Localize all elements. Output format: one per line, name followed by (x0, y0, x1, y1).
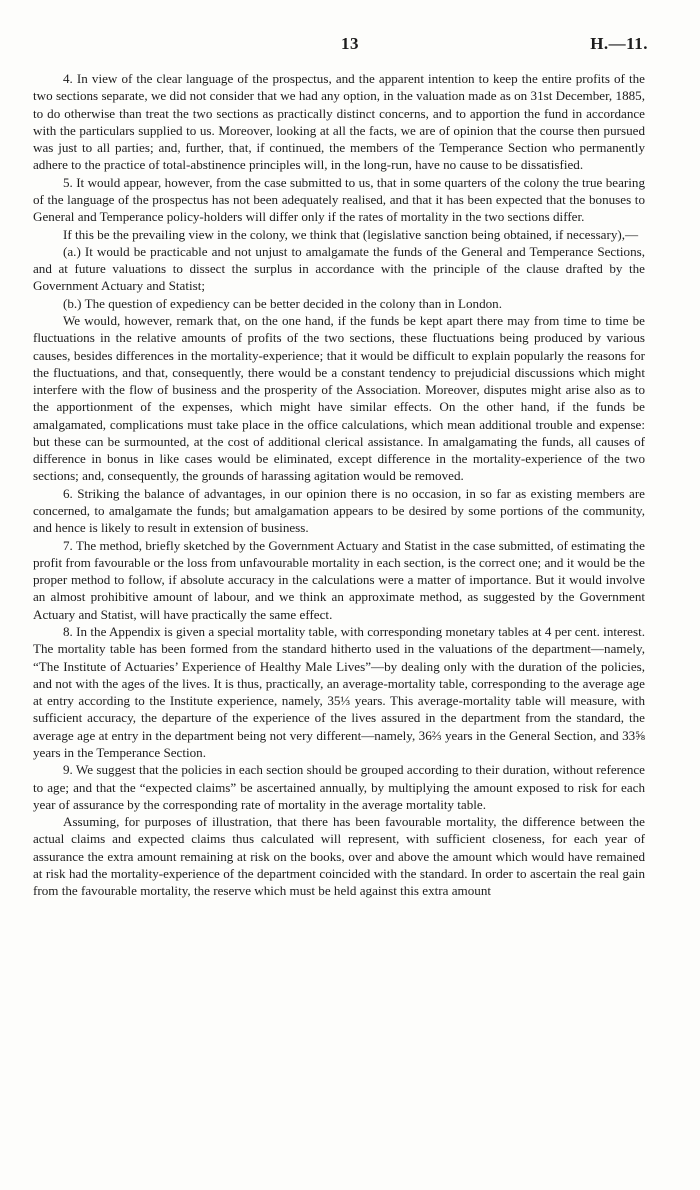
paragraph-8: 8. In the Appendix is given a special mortality table, with corresponding monetary tables at 4 per cent. interest. The mortality table has been formed from the standard hitherto used in the valuations of the department—namely, “The Institute of Actuaries’ Experience of Healthy Male Lives”—by dealing only with the duration of the policies, and not with the ages of the lives. It is thus, practically, an average-mortality table, corresponding to the average age at entry according to the Institute experience, namely, 35⅓ years. This average-mortality table will measure, with sufficient accuracy, the departure of the experience of the lives assured in the department from the standard, the average age at entry in the department being not very different—namely, 36⅔ years in the General Section, and 33⅝ years in the Temperance Section. (33, 624, 645, 760)
paragraph-remark: We would, however, remark that, on the one hand, if the funds be kept apart there may from time to time be fluctuations in the relative amounts of profits of the two sections, these fluctuations being produced by various causes, besides differences in the mortality-experience; that it would be difficult to explain popularly the reasons for the fluctuations, and that, consequently, there would be a constant tendency to prejudicial discussions which might interfere with the flow of business and the prosperity of the Association. Moreover, disputes might arise also as to the apportionment of the expenses, which might have similar effects. On the other hand, if the funds be amalgamated, complications must take place in the office calculations, which mean additional trouble and expense: but these can be surmounted, at the cost of additional clerical assistance. In amalgamating the funds, all causes of difference in bonus in like cases would be eliminated, except difference in the mortality-experience of the two sections; and, consequently, the grounds of harassing agitation would be removed. (33, 312, 645, 484)
paragraph-5: 5. It would appear, however, from the case submitted to us, that in some quarters of the colony the true bearing of the language of the prospectus has not been adequately realised, and that it has been expected that the bonuses to General and Temperance policy-holders will differ only if the rates of mortality in the two sections differ. (33, 174, 645, 225)
paragraph-item-a: (a.) It would be practicable and not unjust to amalgamate the funds of the General and Temperance Sections, and at future valuations to dissect the surplus in accordance with the principle of the clause drafted by the Government Actuary and Statist; (33, 243, 645, 294)
paragraph-6: 6. Striking the balance of advantages, in our opinion there is no occasion, in so far as existing members are concerned, to amalgamate the funds; but amalgamation appears to be desired by some portions of the community, and hence is likely to result in extension of business. (33, 485, 645, 536)
paragraph-assuming: Assuming, for purposes of illustration, that there has been favourable mortality, the difference between the actual claims and expected claims thus calculated will represent, with sufficient closeness, for each year of assurance the extra amount remaining at risk on the books, over and above the amount which would have remained at risk had the mortality-experience of the department coincided with the standard. In order to ascertain the real gain from the favourable mortality, the reserve which must be held against this extra amount (33, 814, 645, 899)
paragraph-prevailing-view: If this be the prevailing view in the colony, we think that (legislative sanction being obtained, if necessary),— (63, 226, 639, 242)
paragraph-4: 4. In view of the clear language of the prospectus, and the apparent intention to keep the entire profits of the two sections separate, we did not consider that we had any option, in the valuation made as on 31st December, 1885, to do otherwise than treat the two sections as practically distinct concerns, and to apportion the fund in accordance with the particulars supplied to us. Moreover, looking at all the facts, we are of opinion that the course then pursued was just to all parties; and, further, that, if continued, the members of the Temperance Section who permanently adhere to the practice of total-abstinence principles will, in the long-run, have no cause to be dissatisfied. (33, 71, 645, 173)
body-text (33, 70, 645, 900)
page-number: 13 (341, 34, 359, 53)
paragraph-7: 7. The method, briefly sketched by the Government Actuary and Statist in the case submitted, of estimating the profit from favourable or the loss from unfavourable mortality in each section, is the correct one; and it would be the proper method to follow, if absolute accuracy in the calculations were a matter of importance. But it would involve an almost prohibitive amount of labour, and we think an approximate method, as suggested by the Government Actuary and Statist, will have practically the same effect. (33, 537, 645, 622)
paragraph-9: 9. We suggest that the policies in each section should be grouped according to their duration, without reference to age; and that the “expected claims” be ascertained annually, by multiplying the amount exposed to risk for each year of assurance by the corresponding rate of mortality in the average mortality table. (33, 762, 645, 812)
paragraph-item-b: (b.) The question of expediency can be better decided in the colony than in London. (63, 295, 502, 311)
document-reference: H.—11. (590, 34, 648, 53)
